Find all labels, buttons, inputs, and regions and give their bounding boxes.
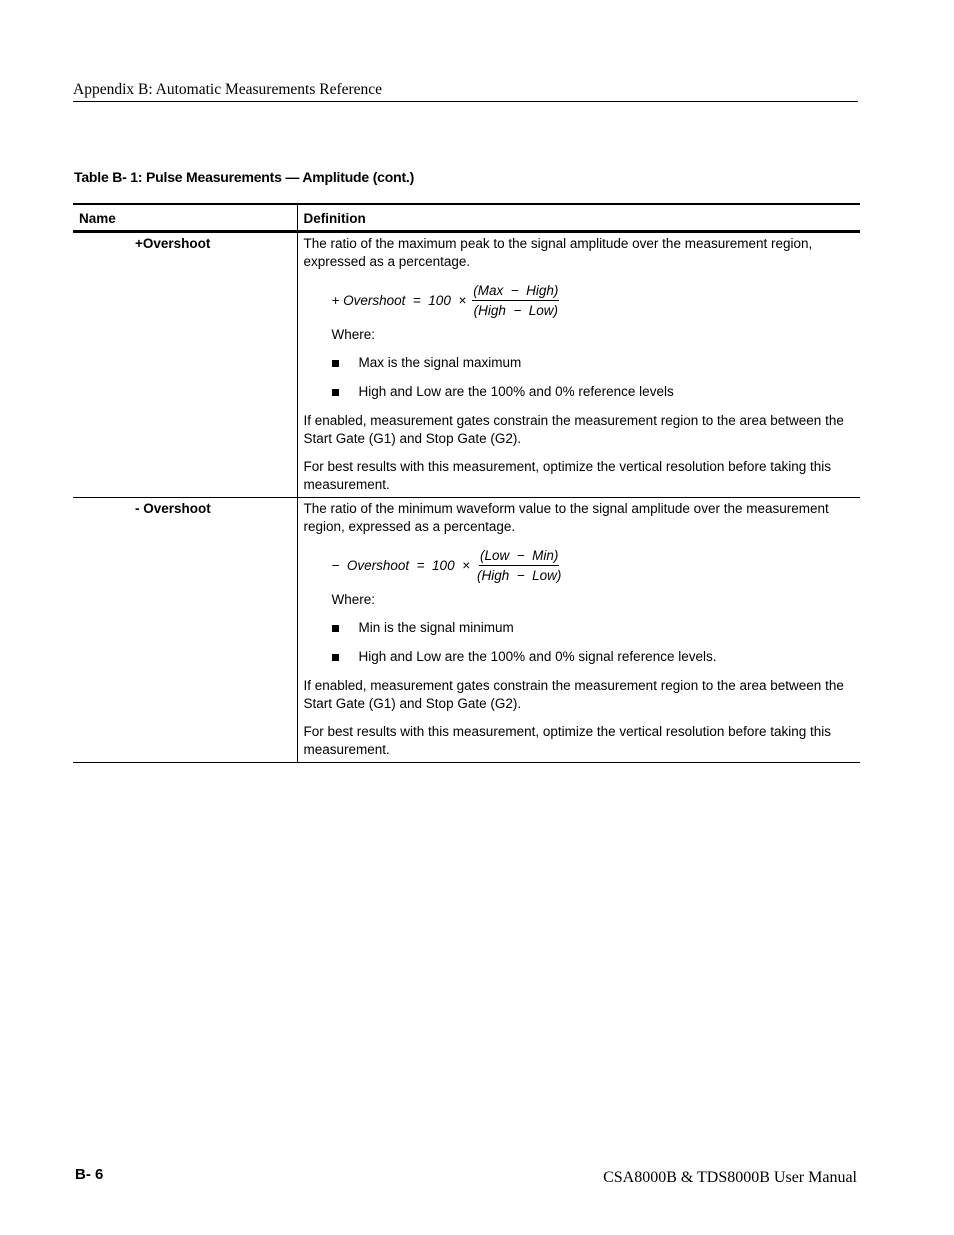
column-header-name: Name xyxy=(73,204,297,232)
variable-list xyxy=(332,354,855,401)
formula-fraction xyxy=(476,546,562,585)
running-header: Appendix B: Automatic Measurements Reference xyxy=(73,81,858,102)
formula-lhs: + Overshoot = 100 × xyxy=(331,292,467,308)
definition-intro: The ratio of the minimum waveform value to the signal amplitude over the measurement region, expressed as a percentage. xyxy=(303,501,829,534)
page-number: B- 6 xyxy=(75,1166,104,1183)
measurements-table xyxy=(73,203,860,763)
square-bullet-icon xyxy=(332,625,339,632)
measurement-name: - Overshoot xyxy=(73,498,297,763)
measurement-definition xyxy=(297,232,860,498)
square-bullet-icon xyxy=(332,360,339,367)
list-item-text: High and Low are the 100% and 0% signal reference levels. xyxy=(358,649,717,664)
square-bullet-icon xyxy=(332,389,339,396)
variable-list xyxy=(332,619,855,666)
measurement-name: +Overshoot xyxy=(73,232,297,498)
square-bullet-icon xyxy=(332,654,339,661)
list-item-text: Max is the signal maximum xyxy=(358,355,522,370)
resolution-tip: For best results with this measurement, optimize the vertical resolution before taking this measurement. xyxy=(303,724,831,757)
formula-numerator: (Max − High) xyxy=(472,281,559,301)
list-item-text: High and Low are the 100% and 0% reference levels xyxy=(358,384,674,399)
list-item xyxy=(332,619,855,637)
manual-title: CSA8000B & TDS8000B User Manual xyxy=(603,1169,857,1186)
where-label: Where: xyxy=(331,327,376,342)
where-label: Where: xyxy=(331,592,376,607)
gates-note: If enabled, measurement gates constrain the measurement region to the area between the Start Gate (G1) and Stop Gate (G2). xyxy=(303,413,844,446)
table-header-row xyxy=(73,204,860,232)
formula-numerator: (Low − Min) xyxy=(479,546,559,566)
list-item xyxy=(332,354,855,372)
table-row xyxy=(73,498,860,763)
definition-intro: The ratio of the maximum peak to the signal amplitude over the measurement region, expressed as a percentage. xyxy=(303,236,813,269)
column-header-definition: Definition xyxy=(297,204,860,232)
resolution-tip: For best results with this measurement, optimize the vertical resolution before taking this measurement. xyxy=(303,459,831,492)
formula-denominator: (High − Low) xyxy=(473,303,558,318)
formula-fraction xyxy=(472,281,559,320)
list-item xyxy=(332,383,855,401)
formula-denominator: (High − Low) xyxy=(476,568,562,583)
formula xyxy=(332,546,855,585)
formula xyxy=(332,281,855,320)
measurement-definition xyxy=(297,498,860,763)
table-title: Table B- 1: Pulse Measurements — Amplitude (cont.) xyxy=(74,169,415,185)
formula-lhs: − Overshoot = 100 × xyxy=(331,557,470,573)
gates-note: If enabled, measurement gates constrain the measurement region to the area between the Start Gate (G1) and Stop Gate (G2). xyxy=(303,678,844,711)
list-item-text: Min is the signal minimum xyxy=(358,620,514,635)
table-row xyxy=(73,232,860,498)
list-item xyxy=(332,648,855,666)
